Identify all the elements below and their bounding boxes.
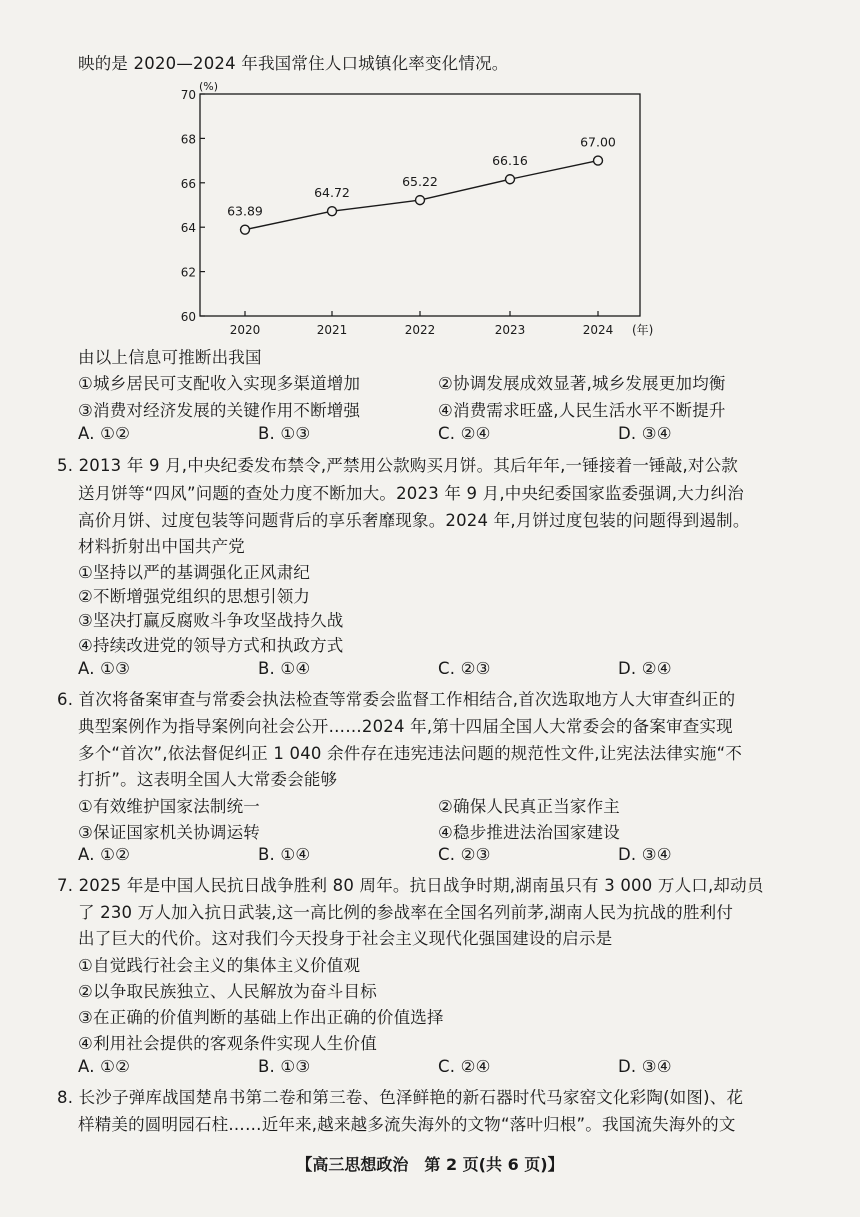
y-tick-label: 70 (180, 88, 196, 102)
data-point (594, 156, 603, 165)
data-point (506, 175, 515, 184)
data-label: 65.22 (402, 174, 438, 190)
q5-option-a: A. ①③ (78, 659, 131, 678)
data-label: 64.72 (314, 185, 350, 201)
data-point (241, 225, 250, 234)
y-axis-unit: (%) (199, 80, 219, 93)
q6-option-d: D. ③④ (618, 845, 672, 864)
q4-stem: 由以上信息可推断出我国 (78, 348, 262, 367)
y-tick-label: 68 (180, 132, 196, 147)
x-tick-label: 2024 (582, 323, 614, 337)
x-axis-unit: (年) (632, 323, 654, 337)
urbanization-line-chart (160, 78, 680, 350)
q5-option-d: D. ②④ (618, 659, 672, 678)
data-label: 67.00 (580, 134, 616, 150)
q5-option-c: C. ②③ (438, 659, 491, 678)
q5-statement-4: ④持续改进党的领导方式和执政方式 (78, 636, 344, 655)
x-tick-label: 2021 (316, 323, 348, 337)
y-tick-label: 66 (180, 176, 196, 191)
q4-option-c: C. ②④ (438, 424, 491, 443)
data-label: 66.16 (492, 153, 528, 169)
q4-statement-4: ④消费需求旺盛,人民生活水平不断提升 (438, 401, 726, 420)
page-footer: 【高三思想政治 第 2 页(共 6 页)】 (296, 1155, 564, 1174)
y-tick-label: 64 (180, 221, 196, 236)
q5-stem-line-1: 5. 2013 年 9 月,中央纪委发布禁令,严禁用公款购买月饼。其后年年,一锤接着一锤敲,对公款 (57, 456, 738, 475)
y-tick-label: 62 (180, 265, 196, 280)
q7-option-b: B. ①③ (258, 1057, 311, 1076)
q6-statement-1: ①有效维护国家法制统一 (78, 797, 260, 816)
q6-option-b: B. ①④ (258, 845, 311, 864)
q6-stem-line-1: 6. 首次将备案审查与常委会执法检查等常委会监督工作相结合,首次选取地方人大审查纠正的 (57, 690, 736, 709)
x-tick-label: 2023 (494, 323, 526, 337)
q7-stem-line-1: 7. 2025 年是中国人民抗日战争胜利 80 周年。抗日战争时期,湖南虽只有 3 000 万人口,却动员 (57, 876, 764, 895)
q7-option-c: C. ②④ (438, 1057, 491, 1076)
q4-option-a: A. ①② (78, 424, 131, 443)
q7-stem-line-3: 出了巨大的代价。这对我们今天投身于社会主义现代化强国建设的启示是 (78, 929, 613, 948)
q4-statement-1: ①城乡居民可支配收入实现多渠道增加 (78, 374, 361, 393)
data-point (328, 207, 337, 216)
data-point (416, 196, 425, 205)
series-line (245, 161, 598, 230)
x-tick-label: 2022 (404, 323, 436, 337)
q6-option-a: A. ①② (78, 845, 131, 864)
chart-svg (160, 78, 680, 346)
q5-stem-line-2: 送月饼等“四风”问题的查处力度不断加大。2023 年 9 月,中央纪委国家监委强调,大力纠治 (78, 484, 745, 503)
q5-statement-2: ②不断增强党组织的思想引领力 (78, 587, 311, 606)
q8-stem-line-2: 样精美的圆明园石柱……近年来,越来越多流失海外的文物“落叶归根”。我国流失海外的文 (78, 1115, 736, 1134)
q6-stem-line-2: 典型案例作为指导案例向社会公开……2024 年,第十四届全国人大常委会的备案审查实现 (78, 717, 733, 736)
y-tick-label: 60 (180, 310, 196, 324)
q5-statement-3: ③坚决打赢反腐败斗争攻坚战持久战 (78, 611, 344, 630)
q6-stem-line-4: 打折”。这表明全国人大常委会能够 (78, 770, 338, 789)
q7-stem-line-2: 了 230 万人加入抗日武装,这一高比例的参战率在全国名列前茅,湖南人民为抗战的胜利付 (78, 903, 734, 922)
q7-option-a: A. ①② (78, 1057, 131, 1076)
q5-stem-line-3: 高价月饼、过度包装等问题背后的享乐奢靡现象。2024 年,月饼过度包装的问题得到遏制。 (78, 511, 750, 530)
q4-statement-3: ③消费对经济发展的关键作用不断增强 (78, 401, 361, 420)
q6-statement-3: ③保证国家机关协调运转 (78, 823, 260, 842)
q5-statement-1: ①坚持以严的基调强化正风肃纪 (78, 563, 311, 582)
intro-text: 映的是 2020—2024 年我国常住人口城镇化率变化情况。 (78, 54, 509, 73)
q5-stem-line-4: 材料折射出中国共产党 (78, 537, 245, 556)
q6-stem-line-3: 多个“首次”,依法督促纠正 1 040 余件存在违宪违法问题的规范性文件,让宪法法律实施“不 (78, 744, 743, 763)
q8-stem-line-1: 8. 长沙子弹库战国楚帛书第二卷和第三卷、色泽鲜艳的新石器时代马家窑文化彩陶(如图)、花 (57, 1088, 744, 1107)
q4-option-d: D. ③④ (618, 424, 672, 443)
q6-statement-4: ④稳步推进法治国家建设 (438, 823, 620, 842)
q7-statement-3: ③在正确的价值判断的基础上作出正确的价值选择 (78, 1008, 444, 1027)
q7-statement-2: ②以争取民族独立、人民解放为奋斗目标 (78, 982, 377, 1001)
q7-statement-4: ④利用社会提供的客观条件实现人生价值 (78, 1034, 377, 1053)
q7-option-d: D. ③④ (618, 1057, 672, 1076)
q4-option-b: B. ①③ (258, 424, 311, 443)
q6-statement-2: ②确保人民真正当家作主 (438, 797, 620, 816)
q5-option-b: B. ①④ (258, 659, 311, 678)
q7-statement-1: ①自觉践行社会主义的集体主义价值观 (78, 956, 361, 975)
q6-option-c: C. ②③ (438, 845, 491, 864)
x-tick-label: 2020 (229, 323, 261, 337)
data-label: 63.89 (227, 203, 263, 219)
q4-statement-2: ②协调发展成效显著,城乡发展更加均衡 (438, 374, 726, 393)
